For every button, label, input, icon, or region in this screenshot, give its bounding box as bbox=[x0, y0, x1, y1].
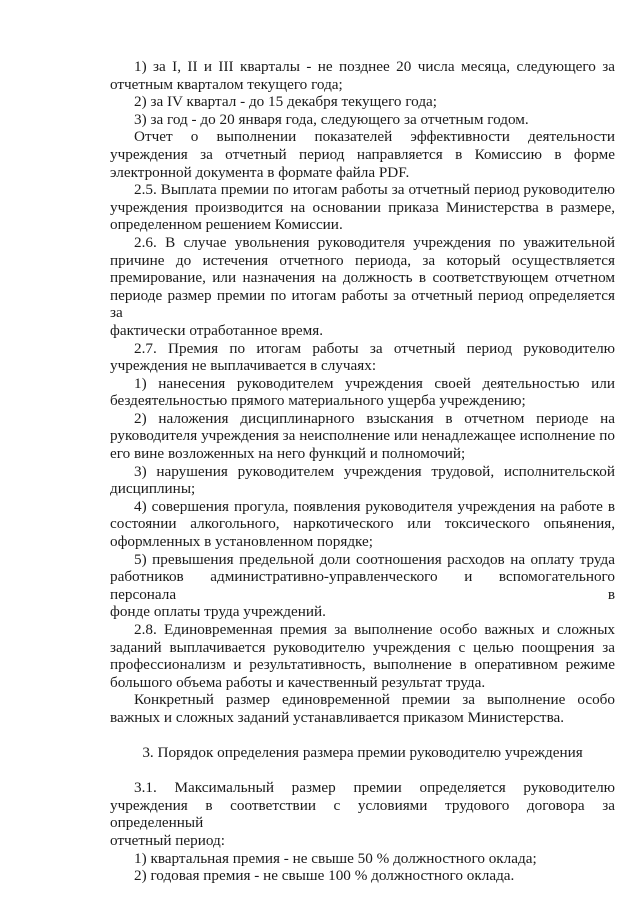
text-line: 1) нанесения руководителем учреждения своей деятельностью или bbox=[134, 374, 615, 392]
text-line: Конкретный размер единовременной премии за выполнение особо bbox=[134, 691, 615, 709]
paragraph bbox=[110, 111, 615, 129]
paragraph bbox=[110, 181, 615, 234]
text-line: 2.5. Выплата премии по итогам работы за отчетный период руководителю bbox=[134, 181, 615, 199]
text-line: работников административно-управленческого и вспомогательного персонала в bbox=[110, 568, 615, 603]
text-line: учреждения в соответствии с условиями трудового договора за определенный bbox=[110, 796, 615, 832]
section-heading: 3. Порядок определения размера премии руководителю учреждения bbox=[142, 743, 583, 761]
text-line: важных и сложных заданий устанавливается приказом Министерства. bbox=[110, 708, 565, 726]
paragraph bbox=[110, 498, 615, 551]
text-line: 3) нарушения руководителем учреждения трудовой, исполнительской bbox=[134, 462, 615, 480]
paragraph bbox=[110, 58, 615, 93]
paragraph bbox=[110, 463, 615, 498]
paragraph bbox=[110, 850, 615, 868]
text-line: 4) совершения прогула, появления руководителя учреждения на работе в bbox=[134, 497, 615, 515]
text-line: премирование, или назначения на должность в соответствующем отчетном bbox=[110, 269, 615, 287]
text-line: учреждения производится на основании приказа Министерства в размере, bbox=[110, 198, 615, 216]
text-line: заданий выплачивается руководителю учреждения с целью поощрения за bbox=[110, 638, 615, 656]
paragraph bbox=[110, 234, 615, 340]
text-line: профессионализм и результативность, выполнение в оперативном режиме bbox=[110, 656, 615, 674]
text-line: 2) за IV квартал - до 15 декабря текущего года; bbox=[134, 93, 438, 111]
text-line: отчетный период: bbox=[110, 831, 225, 849]
paragraph bbox=[110, 128, 615, 181]
text-line: 2) наложения дисциплинарного взыскания в отчетном периоде на bbox=[134, 409, 615, 427]
text-line: большого объема работы и качественный результат труда. bbox=[110, 673, 486, 691]
text-line: 2.6. В случае увольнения руководителя учреждения по уважительной bbox=[134, 233, 615, 251]
text-line: фактически отработанное время. bbox=[110, 321, 324, 339]
paragraph bbox=[110, 410, 615, 463]
text-line: Отчет о выполнении показателей эффективности деятельности bbox=[134, 128, 615, 146]
text-line: руководителя учреждения за неисполнение или ненадлежащее исполнение по bbox=[110, 427, 615, 445]
text-line: причине до истечения отчетного периода, за который осуществляется bbox=[110, 251, 615, 269]
paragraph bbox=[110, 621, 615, 691]
text-line: состоянии алкогольного, наркотического или токсического опьянения, bbox=[110, 515, 615, 533]
text-line: 2.7. Премия по итогам работы за отчетный период руководителю bbox=[134, 339, 615, 357]
paragraph bbox=[110, 375, 615, 410]
paragraph bbox=[110, 340, 615, 375]
text-line: периоде размер премии по итогам работы за отчетный период определяется за bbox=[110, 286, 615, 322]
text-line: 5) превышения предельной доли соотношения расходов на оплату труда bbox=[134, 550, 615, 568]
text-line: 3) за год - до 20 января года, следующего за отчетным годом. bbox=[134, 110, 529, 128]
text-line: фонде оплаты труда учреждений. bbox=[110, 603, 326, 621]
paragraph bbox=[110, 551, 615, 621]
text-line: учреждения за отчетный период направляется в Комиссию в форме bbox=[110, 145, 615, 163]
paragraph bbox=[110, 93, 615, 111]
text-line: определенном решением Комиссии. bbox=[110, 216, 343, 234]
text-line: 2) годовая премия - не свыше 100 % должностного оклада. bbox=[134, 867, 515, 885]
text-line: электронной документа в формате файла PDF. bbox=[110, 163, 410, 181]
text-line: 1) квартальная премия - не свыше 50 % должностного оклада; bbox=[134, 849, 537, 867]
paragraph bbox=[110, 779, 615, 849]
text-line: его вине возложенных на него функций и полномочий; bbox=[110, 445, 466, 463]
paragraph bbox=[110, 867, 615, 885]
text-line: дисциплины; bbox=[110, 480, 196, 498]
text-line: отчетным кварталом текущего года; bbox=[110, 75, 343, 93]
document-body bbox=[110, 58, 615, 885]
text-line: 3.1. Максимальный размер премии определяется руководителю bbox=[134, 779, 615, 797]
text-line: оформленных в установленном порядке; bbox=[110, 533, 374, 551]
text-line: бездеятельностью прямого материального ущерба учреждению; bbox=[110, 392, 526, 410]
paragraph bbox=[110, 691, 615, 726]
text-line: учреждения не выплачивается в случаях: bbox=[110, 357, 377, 375]
text-line: 2.8. Единовременная премия за выполнение особо важных и сложных bbox=[134, 621, 615, 638]
text-line: 1) за I, II и III кварталы - не позднее 20 числа месяца, следующего за bbox=[134, 58, 615, 75]
